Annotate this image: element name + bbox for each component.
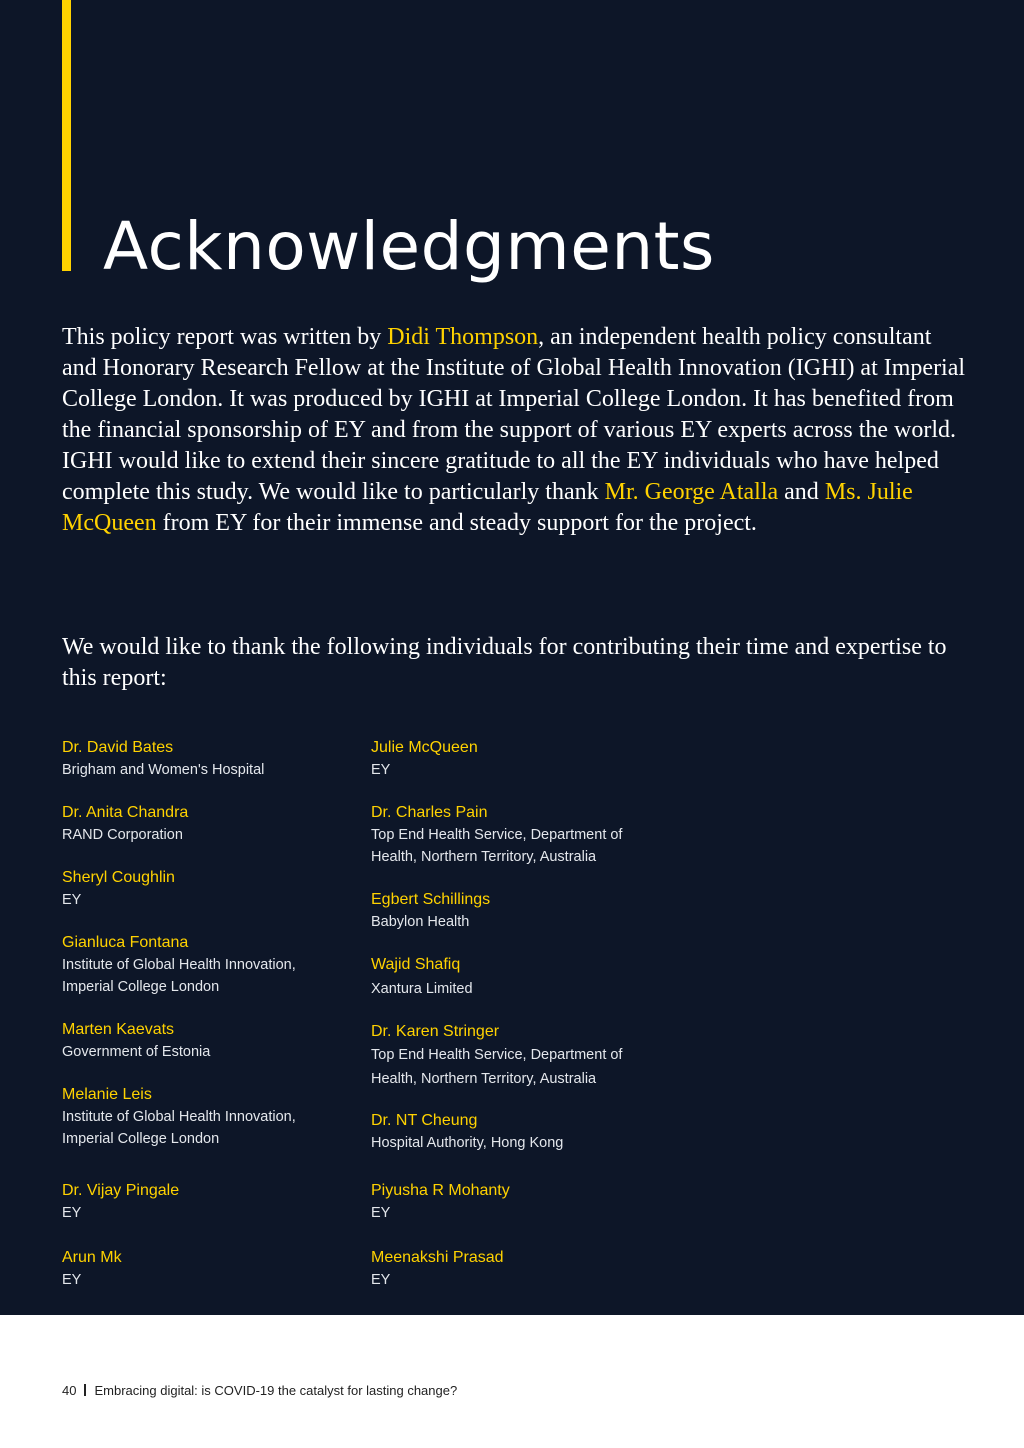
contributor-name: Wajid Shafiq [371, 956, 461, 973]
contributor-org: EY [62, 1272, 82, 1288]
contributor-name: Piyusha R Mohanty [371, 1182, 510, 1199]
contributor-org: EY [62, 892, 82, 908]
contributor-name: Dr. David Bates [62, 739, 174, 756]
contributor-org: EY [371, 762, 391, 778]
contributors-intro: We would like to thank the following individuals for contributing their time and expertise to this report: [62, 634, 947, 691]
contributor [371, 1021, 671, 1091]
contributor [62, 1084, 362, 1150]
contributor-org: EY [371, 1272, 391, 1288]
contributor [371, 1110, 671, 1154]
footer-separator [84, 1384, 86, 1396]
author-name: Didi Thompson [387, 324, 539, 350]
accent-bar [62, 0, 71, 271]
contributor [371, 954, 671, 1000]
contributor-org: Hospital Authority, Hong Kong [371, 1135, 564, 1151]
contributor-org: Top End Health Service, Department of Health, Northern Territory, Australia [371, 827, 623, 865]
contributor-name: Arun Mk [62, 1249, 122, 1266]
contributor-name: Meenakshi Prasad [371, 1249, 504, 1266]
contributor [371, 1180, 671, 1224]
contributor [371, 802, 671, 868]
contributor-name: Egbert Schillings [371, 891, 491, 908]
contributor [371, 1247, 671, 1291]
contributor [62, 1019, 362, 1063]
contributor-name: Dr. NT Cheung [371, 1112, 478, 1129]
contributor-name: Dr. Anita Chandra [62, 804, 189, 821]
contributor-org: EY [371, 1205, 391, 1221]
contributor-name: Gianluca Fontana [62, 934, 189, 951]
page-footer [62, 1381, 457, 1401]
contributor-org: RAND Corporation [62, 827, 183, 843]
contributor [371, 737, 671, 781]
contributor [62, 932, 362, 998]
contributor [371, 889, 671, 933]
contributor-org: Institute of Global Health Innovation, Imperial College London [62, 957, 296, 995]
intro-text-1: This policy report was written by [62, 324, 388, 350]
contributor [62, 1180, 362, 1224]
report-title: Embracing digital: is COVID-19 the catalyst for lasting change? [94, 1383, 458, 1398]
contributor-org: Top End Health Service, Department of Health, Northern Territory, Australia [371, 1047, 623, 1087]
thanks-name-2: Ms. Julie McQueen [62, 479, 913, 536]
contributor-org: Xantura Limited [371, 981, 473, 997]
intro-paragraph [62, 322, 972, 539]
contributor-name: Marten Kaevats [62, 1021, 175, 1038]
contributor-org: Babylon Health [371, 914, 470, 930]
intro-text-4: from EY for their immense and steady support for the project. [156, 510, 757, 536]
contributor [62, 1247, 362, 1291]
contributor [62, 867, 362, 911]
contributor-name: Julie McQueen [371, 739, 478, 756]
contributor-org: Government of Estonia [62, 1044, 211, 1060]
intro-text-2: , an independent health policy consultant and Honorary Research Fellow at the Institute of Global Health Innovation (IGHI) at Imperial College London. It was produced by IGHI at Imperial College London. It has benefited from the financial sponsorship of EY and from the support of various EY experts across the world. IGHI would like to extend their sincere gratitude to all the EY individuals who have helped complete this study. We would like to particularly thank [62, 324, 966, 505]
page-number: 40 [62, 1383, 77, 1398]
contributor-name: Melanie Leis [62, 1086, 152, 1103]
contributor-name: Dr. Vijay Pingale [62, 1182, 180, 1199]
contributor-name: Sheryl Coughlin [62, 869, 175, 886]
contributor-name: Dr. Karen Stringer [371, 1023, 500, 1040]
thanks-name-1: Mr. George Atalla [604, 479, 779, 505]
contributor-org: Brigham and Women's Hospital [62, 762, 265, 778]
page-title: Acknowledgments [103, 208, 715, 285]
contributor-org: EY [62, 1205, 82, 1221]
contributor [62, 802, 362, 846]
contributor-name: Dr. Charles Pain [371, 804, 488, 821]
contributor [62, 737, 362, 781]
intro-text-3: and [778, 479, 825, 505]
contributor-org: Institute of Global Health Innovation, Imperial College London [62, 1109, 296, 1147]
